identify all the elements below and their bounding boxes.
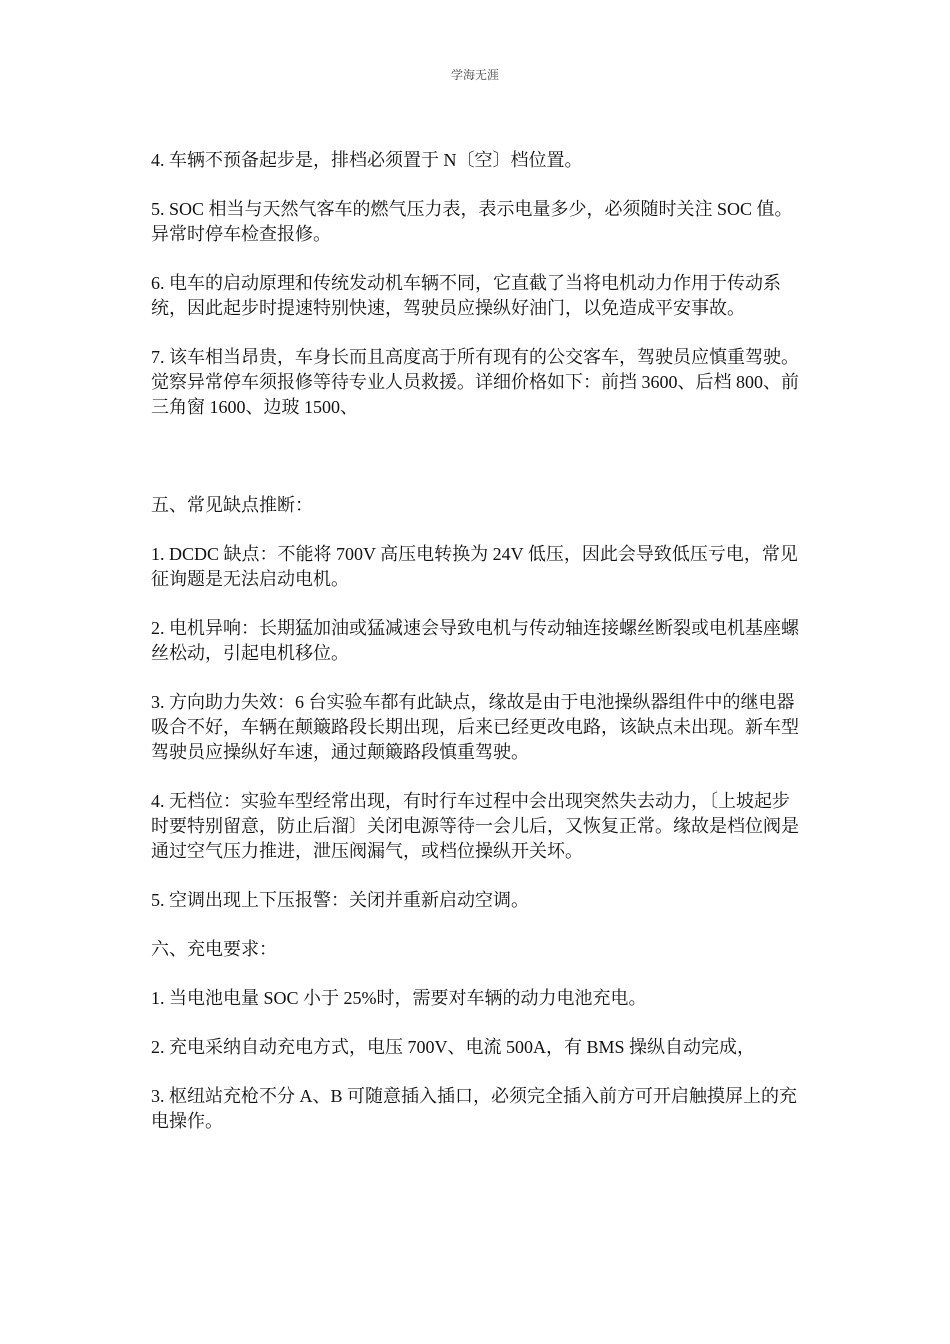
page-header: 学海无涯: [450, 68, 499, 82]
section-heading-charging: 六、充电要求：: [151, 939, 277, 959]
section-spacer: [151, 444, 801, 493]
section-heading-faults: 五、常见缺点推断：: [151, 495, 313, 515]
fault-item-ac-alarm: 5. 空调出现上下压报警：关闭并重新启动空调。: [151, 890, 529, 910]
paragraph-item-6-startup: 6. 电车的启动原理和传统发动机车辆不同，它直截了当将电机动力作用于传动系统，因此起步时提速特别快速，驾驶员应操纵好油门，以免造成平安事故。: [151, 273, 781, 318]
fault-item-dcdc: 1. DCDC 缺点：不能将 700V 高压电转换为 24V 低压，因此会导致低压亏电，常见征询题是无法启动电机。: [151, 544, 798, 589]
fault-item-motor-noise: 2. 电机异响：长期猛加油或猛减速会导致电机与传动轴连接螺丝断裂或电机基座螺丝松动，引起电机移位。: [151, 618, 799, 663]
fault-item-steering: 3. 方向助力失效：6 台实验车都有此缺点，缘故是由于电池操纵器组件中的继电器吸合不好，车辆在颠簸路段长期出现，后来已经更改电路，该缺点未出现。新车型驾驶员应操纵好车速，通过颠簸路段慎重驾驶。: [151, 692, 799, 762]
charging-item-method: 2. 充电采纳自动充电方式，电压 700V、电流 500A，有 BMS 操纵自动完成，: [151, 1037, 756, 1057]
charging-item-soc: 1. 当电池电量 SOC 小于 25%时，需要对车辆的动力电池充电。: [151, 988, 647, 1008]
charging-item-plug: 3. 枢纽站充枪不分 A、B 可随意插入插口，必须完全插入前方可开启触摸屏上的充电操作。: [151, 1086, 798, 1131]
fault-item-no-gear: 4. 无档位：实验车型经常出现，有时行车过程中会出现突然失去动力，〔上坡起步时要特别留意，防止后溜〕关闭电源等待一会儿后，又恢复正常。缘故是档位阀是通过空气压力推进，泄压阀漏气，或档位操纵开关坏。: [151, 791, 799, 861]
paragraph-item-7-price: 7. 该车相当昂贵，车身长而且高度高于所有现有的公交客车，驾驶员应慎重驾驶。觉察异常停车须报修等待专业人员救援。详细价格如下：前挡 3600、后档 800、前三角窗 1600、边玻 1500、: [151, 347, 799, 417]
document-body: [151, 148, 801, 1158]
paragraph-item-4-neutral: 4. 车辆不预备起步是，排档必须置于 N〔空〕档位置。: [151, 150, 583, 170]
paragraph-item-5-soc: 5. SOC 相当与天然气客车的燃气压力表，表示电量多少，必须随时关注 SOC 值。异常时停车检查报修。: [151, 199, 793, 244]
